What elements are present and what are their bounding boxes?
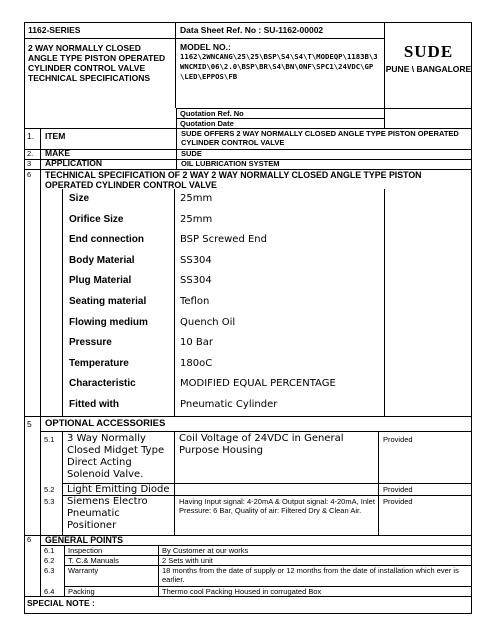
spec-label: Size [69,193,90,204]
application-number-cell [24,159,40,169]
general-row-label: Packing [68,587,95,596]
item-label: ITEM [45,131,66,141]
spec-value: 180oC [180,357,213,369]
divider [384,108,385,128]
make-label: MAKE [45,148,71,158]
valve-description: 2 WAY NORMALLY CLOSED ANGLE TYPE PISTON OPERATED CYLINDER CONTROL VALVE TECHNICAL SPECIFICATIONS [28,43,166,83]
tech-title: TECHNICAL SPECIFICATION OF 2 WAY 2 WAY NORMALLY CLOSED ANGLE TYPE PISTON OPERATED CYLINDER CONTROL VALVE [45,170,422,190]
optional-row-detail: Having Input signal: 4-20mA & Output signal: 4-20mA, Inlet Pressure: 6 Bar, Quality of air: Filtered Dry & Clean Air. [179,497,375,515]
make-number: 2. [27,149,34,158]
general-row-number: 6.2 [44,556,55,565]
spec-value: Pneumatic Cylinder [180,399,278,410]
divider [40,189,41,416]
tech-number-cell [24,169,40,189]
item-number-cell [24,128,40,149]
brand-location: PUNE \ BANGALORE [385,64,472,74]
item-value-cell [176,128,472,149]
optional-row-number: 5.3 [44,497,55,506]
general-row-value: By Customer at our works [162,546,249,555]
divider [64,545,65,596]
divider [174,189,175,416]
general-title: GENERAL POINTS [45,535,124,545]
general-row-number: 6.1 [44,546,55,555]
optional-row-name: Light Emitting Diode [67,484,170,495]
optional-row-status: Provided [383,435,413,444]
datasheet-ref-cell [176,22,384,39]
spec-value: Quench Oil [180,316,236,328]
model-label: MODEL NO.: [180,42,231,52]
divider [40,431,41,535]
general-row-value: 2 Sets with unit [162,556,213,565]
brand-logo: SUDE [403,42,454,61]
spec-label: Flowing medium [69,316,148,328]
spec-value: BSP Screwed End [180,234,267,246]
quotation-ref: Quotation Ref. No [180,109,244,118]
spec-label: End connection [69,234,144,246]
application-label-cell [40,159,176,169]
model-number: 1162\2WNCANG\25\25\BSP\S4\S4\T\MODEQP\1183B\3WNCMID\06\2.0\BSP\BR\S4\BN\ONF\SPC1\24VDC\GP\LED\EPPOS\FB [180,52,378,81]
spec-label: Body Material [69,254,135,266]
make-value: SUDE [181,149,202,158]
tech-title-cell [40,169,472,189]
optional-number-cell [24,416,40,431]
spec-label: Plug Material [69,275,132,287]
general-number-cell [24,535,40,545]
divider [384,189,385,416]
spec-value: 25mm [180,213,213,225]
spec-label: Orifice Size [69,213,124,225]
spec-label: Temperature [69,357,129,369]
spec-value: SS304 [180,275,212,287]
divider [158,545,159,596]
general-row-label: Inspection [68,546,103,555]
divider [40,545,41,596]
general-row-number: 6.4 [44,587,55,596]
series-label: 1162-SERIES [28,25,81,35]
application-value-cell [176,159,472,169]
optional-number: 5 [27,419,32,429]
spec-value: 25mm [180,193,213,204]
spec-label: Fitted with [69,399,119,410]
spec-label: Seating material [69,296,147,307]
model-cell [176,39,384,108]
general-row-label: T. C.& Manuals [68,556,119,565]
general-number: 6 [27,535,32,544]
spec-value: SS304 [180,254,212,266]
tech-number: 6 [27,170,32,179]
spec-label: Characteristic [69,378,136,390]
item-label-cell [40,128,176,149]
series-cell [24,22,176,39]
optional-row-name: 3 Way Normally Closed Midget Type Direct Acting Solenoid Valve. [67,433,165,480]
optional-row-number: 5.2 [44,485,55,494]
general-row-value: 18 months from the date of supply or 12 months from the date of installation which ever is earlier. [162,566,459,584]
brand-cell [384,22,472,108]
quotation-date: Quotation Date [180,119,234,128]
divider [384,108,472,109]
optional-title-cell [40,416,472,431]
make-value-cell [176,149,472,159]
item-value: SUDE OFFERS 2 WAY NORMALLY CLOSED ANGLE TYPE PISTON OPERATED CYLINDER CONTROL VALVE [181,129,459,147]
general-row-value: Thermo cool Packing Housed in corrugated Box [162,587,322,596]
make-number-cell [24,149,40,159]
special-note: SPECIAL NOTE : [27,598,95,608]
divider [40,431,472,432]
general-row-label: Warranty [68,566,99,575]
divider [24,596,472,597]
spec-value: Teflon [180,296,210,307]
general-title-cell [40,535,472,545]
spec-label: Pressure [69,337,112,349]
datasheet [24,22,472,614]
general-row-number: 6.3 [44,566,55,575]
spec-value: 10 Bar [180,337,214,349]
datasheet-ref: Data Sheet Ref. No : SU-1162-00002 [180,25,324,35]
divider [176,108,177,128]
optional-row-name: Siemens Electro Pneumatic Positioner [67,496,148,531]
optional-title: OPTIONAL ACCESSORIES [45,418,166,429]
application-number: 3 [27,159,32,168]
quotation-ref-cell [176,108,384,118]
optional-row-number: 5.1 [44,435,55,444]
optional-row-status: Provided [383,497,413,506]
spec-value: MODIFIED EQUAL PERCENTAGE [180,378,336,390]
application-value: OIL LUBRICATION SYSTEM [181,159,280,168]
divider [62,189,63,416]
quotation-date-cell [176,118,384,128]
description-cell [24,39,176,108]
item-number: 1. [27,131,35,141]
optional-row-status: Provided [383,485,413,494]
optional-row-detail: Coil Voltage of 24VDC in General Purpose Housing [179,433,344,456]
application-label: APPLICATION [45,158,102,168]
